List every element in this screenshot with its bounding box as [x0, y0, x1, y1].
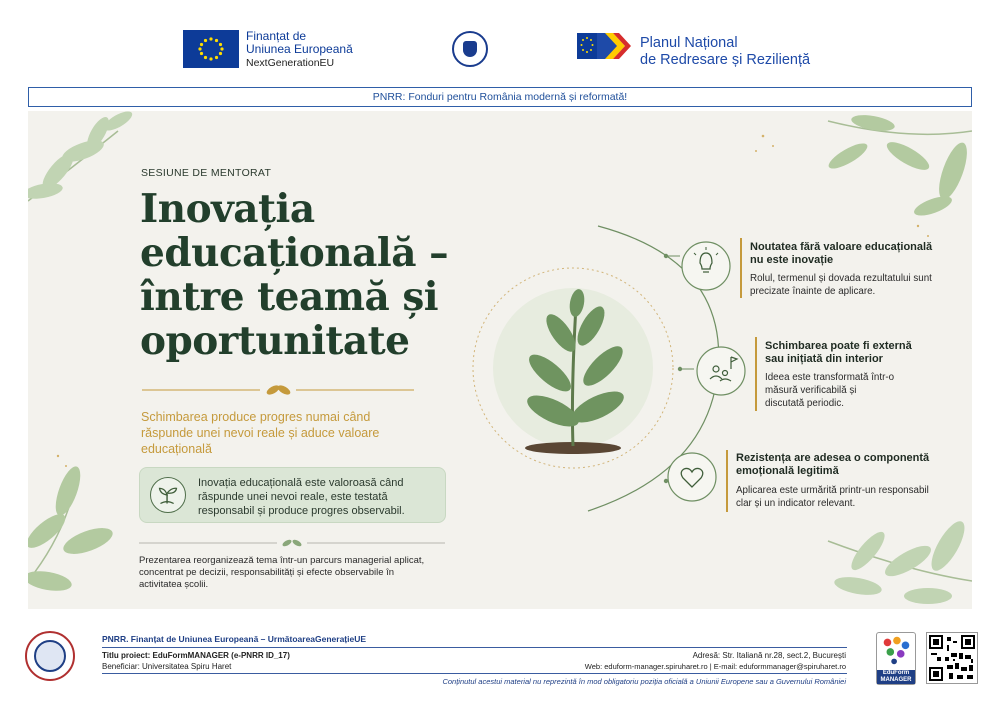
point-3-icon-circle: [668, 453, 716, 501]
qr-code-icon[interactable]: [926, 632, 978, 684]
point-2-rule: [755, 337, 757, 411]
point-3-desc: Aplicarea este urmărită printr-un responsabil clar și un indicator relevant.: [736, 485, 929, 509]
government-seal-icon: [452, 31, 488, 67]
footer-rule-1: [102, 647, 847, 648]
eduform-dots-icon: [877, 633, 915, 669]
eu-flag-icon: [183, 30, 239, 68]
title-line-2: educațională –: [140, 230, 449, 276]
slogan-bar: PNRR: Fonduri pentru România modernă și reformată!: [28, 87, 972, 107]
point-1-rule: [740, 238, 742, 298]
footer-project-title: Titlu proiect: EduFormMANAGER (e-PNRR ID_17): [102, 651, 290, 660]
footer-address: Adresă: Str. Italiană nr.28, sect.2, București: [692, 651, 846, 660]
pnrr-line-1: Planul Național: [640, 35, 738, 51]
point-3-title: Rezistența are adesea o componentă emoțională legitimă: [736, 452, 930, 477]
footer-rule-2: [102, 673, 847, 674]
point-1-title: Noutatea fără valoare educațională nu este inovație: [750, 241, 933, 266]
title-line-3: între teamă și: [140, 274, 439, 320]
university-seal-icon: [25, 631, 75, 681]
point-2-icon-circle: [697, 347, 745, 395]
eu-funding-label: [246, 30, 353, 70]
point-1-desc: Rolul, termenul și dovada rezultatului sunt precizate înainte de aplicare.: [750, 273, 932, 297]
footer-web-email: Web: eduform-manager.spiruharet.ro | E-mail: eduformmanager@spiruharet.ro: [584, 662, 846, 671]
kicker-label: SESIUNE DE MENTORAT: [141, 167, 272, 179]
title-line-4: oportunitate: [140, 318, 410, 364]
eu-line-2: Uniunea Europeană: [246, 42, 353, 56]
point-1-icon-circle: [682, 242, 730, 290]
pnrr-line-2: de Redresare și Reziliență: [640, 52, 811, 68]
eu-line-1: Finanțat de: [246, 29, 307, 43]
eduform-logo-label: EduForm MANAGER: [877, 670, 915, 684]
point-2-desc: Ideea este transformată într-o măsură verificabilă și discutată periodic.: [765, 372, 895, 409]
footer: [0, 620, 1000, 707]
presentation-note: Prezentarea reorganizează tema într-un parcurs managerial aplicat, concentrat pe decizii, responsabilități și efecte observabile în activitatea școlii.: [139, 555, 425, 590]
point-2-title: Schimbarea poate fi externă sau inițiată din interior: [765, 340, 912, 365]
footer-program: PNRR. Finanțat de Uniunea Europeană – UrmătoareaGenerațieUE: [102, 634, 367, 644]
footer-beneficiary: Beneficiar: Universitatea Spiru Haret: [102, 662, 232, 671]
title-line-1: Inovația: [140, 186, 315, 232]
subtitle: Schimbarea produce progres numai când răspunde unei nevoi reale și aduce valoare educațională: [141, 410, 380, 456]
callout-text: Inovația educațională este valoroasă când răspunde unei nevoi reale, este testată responsabil și produce progres observabil.: [198, 477, 405, 517]
logo-band: [0, 0, 1000, 88]
eu-line-3: NextGenerationEU: [246, 57, 335, 69]
point-3-rule: [726, 450, 728, 512]
footer-disclaimer: Conținutul acestui material nu reprezintă în mod obligatoriu poziția oficială a Uniunii Europene sau a Guvernului României: [442, 677, 846, 686]
pnrr-logo-icon: [577, 30, 637, 64]
hero-panel: [28, 111, 972, 609]
pnrr-label: [640, 35, 810, 69]
eduform-logo: [876, 632, 916, 685]
